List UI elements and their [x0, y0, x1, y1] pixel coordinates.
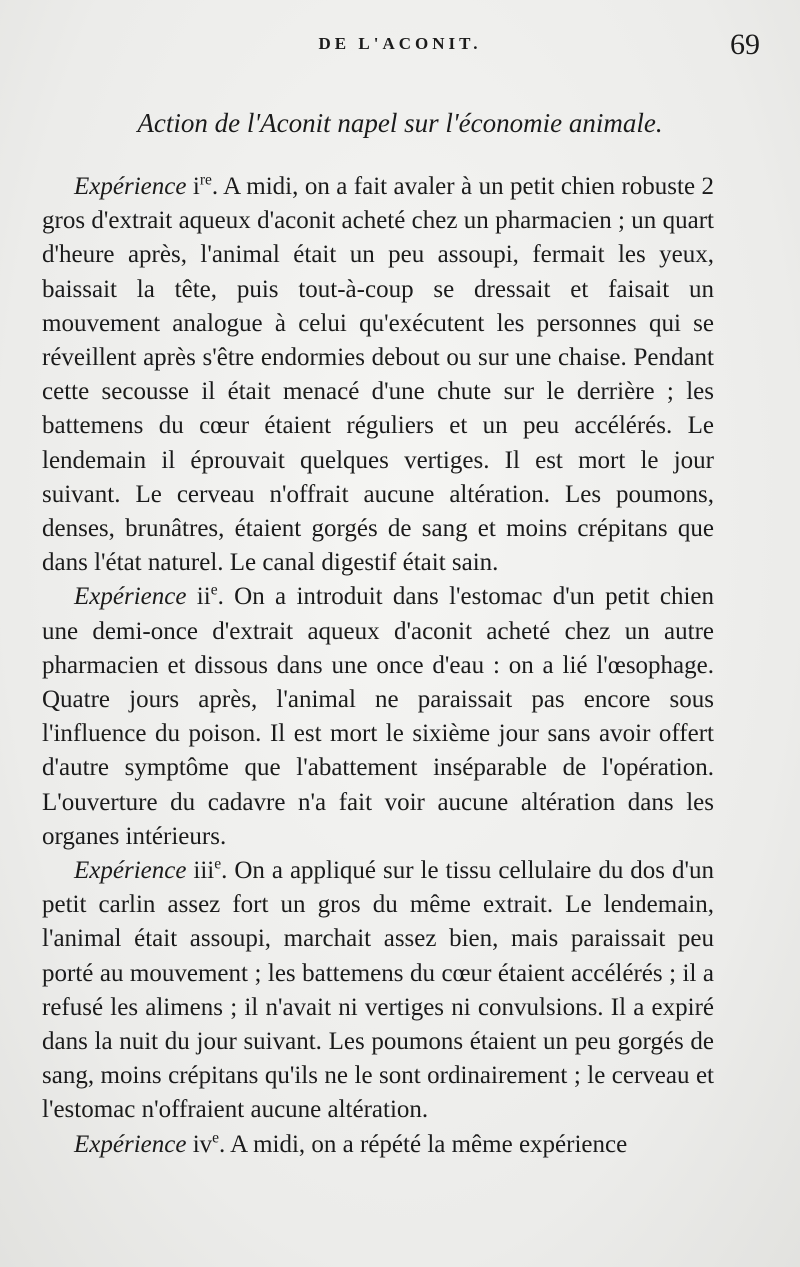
paragraph-text: . A midi, on a fait avaler à un petit chien robuste 2 gros d'extrait aqueux d'aconit acheté chez un pharmacien ; un quart d'heure après, l'animal était un peu assoupi, fermait les yeux, baissait la tête, puis tout-à-coup se dressait et faisait un mouvement analogue à celui qu'exécutent les personnes qui se réveillent après s'être endormies debout ou sur une chaise. Pendant cette secousse il était menacé d'une chute sur le derrière ; les battemens du cœur étaient réguliers et un peu accélérés. Le lendemain il éprouvait quelques vertiges. Il est mort le jour suivant. Le cerveau n'offrait aucune altération. Les poumons, denses, brunâtres, étaient gorgés de sang et moins crépitans que dans l'état naturel. Le canal digestif était sain.	[42, 173, 714, 577]
ordinal-suffix: e	[214, 855, 222, 873]
experience-label: Expérience	[74, 1130, 187, 1158]
paragraph-experience-2	[42, 580, 714, 854]
experience-label: Expérience	[74, 857, 187, 885]
paragraph-experience-4	[42, 1128, 714, 1162]
experience-numeral: iv	[192, 1130, 213, 1158]
experience-numeral: iii	[193, 857, 215, 885]
experience-numeral: ii	[196, 583, 211, 611]
experience-label: Expérience	[74, 173, 187, 200]
body-text	[42, 170, 714, 1162]
experience-label: Expérience	[74, 583, 187, 611]
paragraph-experience-1	[42, 170, 714, 580]
section-title: Action de l'Aconit napel sur l'économie animale.	[137, 108, 663, 138]
ordinal-suffix: e	[212, 1129, 220, 1147]
paragraph-text: . On a appliqué sur le tissu cellulaire du dos d'un petit carlin assez fort un gros du même extrait. Le lendemain, l'animal était assoupi, marchait assez bien, mais paraissait peu porté au mouvement ; les battemens du cœur étaient accélérés ; il a refusé les alimens ; il n'avait ni vertiges ni convulsions. Il a expiré dans la nuit du jour suivant. Les poumons étaient un peu gorgés de sang, moins crépitans qu'ils ne le sont ordinairement ; le cerveau et l'estomac n'offraient aucune altération.	[42, 857, 714, 1124]
experience-numeral: i	[192, 173, 200, 200]
paragraph-text: . On a introduit dans l'estomac d'un petit chien une demi-once d'extrait aqueux d'aconit acheté chez un autre pharmacien et dissous dans une once d'eau : on a lié l'œsophage. Quatre jours après, l'animal ne paraissait pas encore sous l'influence du poison. Il est mort le sixième jour sans avoir offert d'autre symptôme que l'abattement inséparable de l'opération. L'ouverture du cadavre n'a fait voir aucune altération dans les organes intérieurs.	[42, 583, 715, 850]
page-number: 69	[730, 28, 760, 61]
ordinal-suffix: e	[210, 582, 218, 600]
page-header	[40, 30, 760, 70]
paragraph-text: . A midi, on a répété la même expérience	[219, 1130, 628, 1158]
ordinal-suffix: re	[199, 171, 212, 189]
paragraph-experience-3	[42, 854, 714, 1128]
running-head: DE L'ACONIT.	[318, 34, 482, 53]
